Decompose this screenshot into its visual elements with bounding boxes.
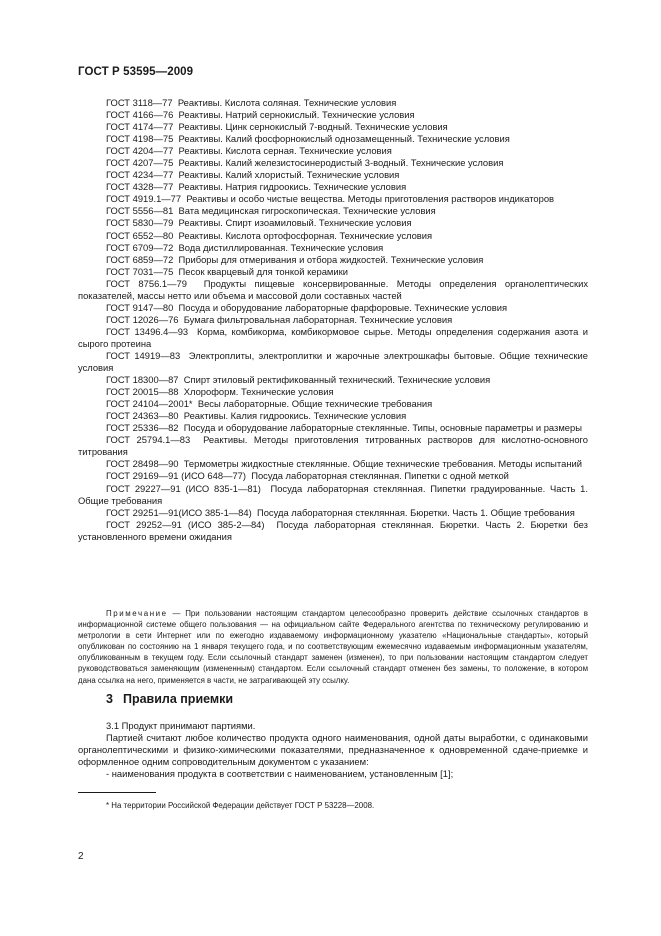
reference-item: [78, 278, 588, 302]
reference-title: Бумага фильтровальная лабораторная. Технические условия: [183, 313, 453, 325]
reference-title: Электроплиты, электроплитки и жарочные электрошкафы бытовые. Общие технические условия: [78, 349, 588, 374]
reference-title: Реактивы. Кислота ортофосфорная. Технические условия: [178, 229, 433, 241]
reference-title: Реактивы. Методы приготовления титрованных растворов для кислотно-основного титрования: [78, 434, 588, 458]
reference-code: ГОСТ 4166—76: [106, 109, 174, 121]
reference-code: ГОСТ 4198—75: [106, 133, 174, 145]
reference-item: [78, 374, 588, 386]
reference-item: [78, 181, 588, 193]
reference-code: ГОСТ 29169—91 (ИСО 648—77): [106, 470, 246, 482]
reference-title: Реактивы. Калий железистосинеродистый 3-водный. Технические условия: [178, 157, 504, 169]
reference-code: ГОСТ 18300—87: [106, 374, 179, 386]
reference-item: [78, 193, 588, 205]
reference-item: [78, 314, 588, 326]
reference-title: Посуда лабораторная стеклянная. Пипетки градуированные. Часть 1. Общие требования: [78, 482, 588, 506]
document-header: ГОСТ Р 53595—2009: [78, 66, 194, 78]
reference-code: ГОСТ 4207—75: [106, 157, 174, 169]
reference-item: [78, 519, 588, 543]
reference-code: ГОСТ 20015—88: [106, 386, 179, 398]
note-label: Примечание: [106, 609, 168, 618]
note-paragraph: [78, 608, 588, 686]
reference-title: Весы лабораторные. Общие технические требования: [197, 398, 433, 410]
reference-code: ГОСТ 4204—77: [106, 145, 174, 157]
reference-title: Вода дистиллированная. Технические условия: [178, 241, 384, 253]
reference-item: [78, 458, 588, 470]
reference-title: Реактивы. Калия гидроокись. Технические условия: [183, 410, 407, 422]
reference-item: [78, 410, 588, 422]
reference-code: ГОСТ 29251—91(ИСО 385-1—84): [106, 506, 252, 518]
reference-code: ГОСТ 6552—80: [106, 229, 174, 241]
reference-title: Посуда лабораторная стеклянная. Бюретки. Часть 1. Общие требования: [256, 506, 575, 518]
page-number: 2: [78, 851, 84, 862]
reference-title: Реактивы. Спирт изоамиловый. Технические условия: [178, 217, 412, 229]
reference-code: ГОСТ 24104—2001*: [106, 398, 193, 410]
reference-code: ГОСТ 4234—77: [106, 169, 174, 181]
reference-item: [78, 121, 588, 133]
reference-item: [78, 205, 588, 217]
reference-item: [78, 254, 588, 266]
reference-item: [78, 169, 588, 181]
reference-title: Термометры жидкостные стеклянные. Общие технические требования. Методы испытаний: [183, 458, 582, 470]
reference-item: [78, 326, 588, 350]
section-body: [78, 720, 588, 780]
reference-item: [78, 483, 588, 507]
reference-code: ГОСТ 8756.1—79: [106, 277, 187, 289]
paragraph: 3.1 Продукт принимают партиями.: [106, 720, 256, 731]
note-text: — При пользовании настоящим стандартом целесообразно проверить действие ссылочных стандартов в информационной системе общего пользования — на официальном сайте Федерального агентства по техническому регулированию и метрологии в сети Интернет или по ежегодно издаваемому информационному указателю «Национальные стандарты», который опубликован по состоянию на 1 января текущего года, и по соответствующим ежемесячно издаваемым информационным указателям, опубликованным в текущем году. Если ссылочный стандарт заменен (изменен), то при пользовании настоящим стандартом следует руководствоваться заменяющим (измененным) стандартом. Если ссылочный стандарт отменен без замены, то положение, в котором дана ссылка на него, применяется в части, не затрагивающей эту ссылку.: [78, 609, 588, 685]
reference-title: Посуда лабораторная стеклянная. Бюретки. Часть 2. Бюретки без установленного времени ожидания: [78, 518, 588, 542]
reference-code: ГОСТ 3118—77: [106, 97, 173, 108]
reference-item: [78, 302, 588, 314]
reference-item: [78, 507, 588, 519]
reference-code: ГОСТ 25336—82: [106, 422, 179, 434]
reference-title: Реактивы. Калий хлористый. Технические условия: [178, 169, 400, 181]
reference-title: Реактивы и особо чистые вещества. Методы приготовления растворов индикаторов: [186, 193, 555, 205]
reference-item: [78, 109, 588, 121]
reference-code: ГОСТ 25794.1—83: [106, 434, 191, 446]
footnote: * На территории Российской Федерации действует ГОСТ Р 53228—2008.: [106, 801, 375, 810]
reference-title: Хлороформ. Технические условия: [183, 386, 334, 398]
reference-item: [78, 133, 588, 145]
reference-title: Песок кварцевый для тонкой керамики: [178, 265, 348, 277]
reference-item: [78, 157, 588, 169]
reference-code: ГОСТ 5556—81: [106, 205, 174, 217]
section-title-text: Правила приемки: [122, 692, 234, 706]
reference-item: [78, 470, 588, 482]
reference-title: Посуда и оборудование лабораторные стеклянные. Типы, основные параметры и размеры: [183, 422, 582, 434]
reference-item: [78, 398, 588, 410]
reference-item: [78, 422, 588, 434]
reference-code: ГОСТ 7031—75: [106, 265, 174, 277]
reference-title: Реактивы. Кислота серная. Технические условия: [178, 145, 392, 157]
reference-item: [78, 217, 588, 229]
reference-item: [78, 386, 588, 398]
reference-title: Реактивы. Натрия гидроокись. Технические условия: [178, 181, 407, 193]
paragraph: - наименования продукта в соответствии с наименованием, установленным [1];: [106, 768, 454, 780]
paragraph: Партией считают любое количество продукта одного наименования, одной даты выработки, с одинаковыми органолептическими и физико-химическими показателями, предназначенное к одновременной сдаче-приемке и оформленное одним сопроводительным документом с указанием:: [78, 732, 588, 768]
reference-code: ГОСТ 28498—90: [106, 458, 179, 470]
section-number: 3: [106, 692, 113, 706]
reference-code: ГОСТ 6859—72: [106, 253, 174, 265]
reference-code: ГОСТ 12026—76: [106, 313, 179, 325]
reference-title: Реактивы. Натрий сернокислый. Технические условия: [178, 109, 415, 121]
reference-code: ГОСТ 14919—83: [106, 349, 181, 361]
reference-item: [78, 230, 588, 242]
reference-title: Вата медицинская гигроскопическая. Технические условия: [178, 205, 436, 217]
reference-item: [78, 266, 588, 278]
reference-title: Приборы для отмеривания и отбора жидкостей. Технические условия: [178, 253, 484, 265]
footnote-divider: [78, 792, 156, 793]
section-heading: [106, 692, 233, 706]
normative-references-list: [78, 97, 588, 543]
reference-item: [78, 242, 588, 254]
reference-item: [78, 434, 588, 458]
reference-code: ГОСТ 4328—77: [106, 181, 174, 193]
reference-title: Посуда лабораторная стеклянная. Пипетки с одной меткой: [251, 470, 509, 482]
reference-code: ГОСТ 9147—80: [106, 301, 174, 313]
reference-code: ГОСТ 24363—80: [106, 410, 179, 422]
reference-item: [78, 145, 588, 157]
reference-title: Продукты пищевые консервированные. Методы определения органолептических показателей, массы нетто или объема и массовой доли составных частей: [78, 277, 589, 301]
reference-title: Посуда и оборудование лабораторные фарфоровые. Технические условия: [178, 301, 508, 313]
reference-code: ГОСТ 29227—91 (ИСО 835-1—81): [106, 482, 261, 494]
reference-code: ГОСТ 6709—72: [106, 241, 174, 253]
reference-code: ГОСТ 13496.4—93: [106, 325, 189, 337]
reference-item: [78, 97, 588, 109]
reference-title: Реактивы. Кислота соляная. Технические условия: [177, 97, 397, 108]
reference-title: Спирт этиловый ректификованный технический. Технические условия: [183, 374, 491, 386]
reference-code: ГОСТ 29252—91 (ИСО 385-2—84): [106, 518, 265, 530]
reference-title: Реактивы. Цинк сернокислый 7-водный. Технические условия: [178, 121, 448, 133]
reference-title: Корма, комбикорма, комбикормовое сырье. Методы определения содержания азота и сырого протеина: [78, 325, 588, 349]
reference-code: ГОСТ 5830—79: [106, 217, 174, 229]
reference-item: [78, 350, 588, 374]
reference-code: ГОСТ 4174—77: [106, 121, 174, 133]
reference-code: ГОСТ 4919.1—77: [106, 193, 182, 205]
reference-title: Реактивы. Калий фосфорнокислый однозамещенный. Технические условия: [178, 133, 510, 145]
